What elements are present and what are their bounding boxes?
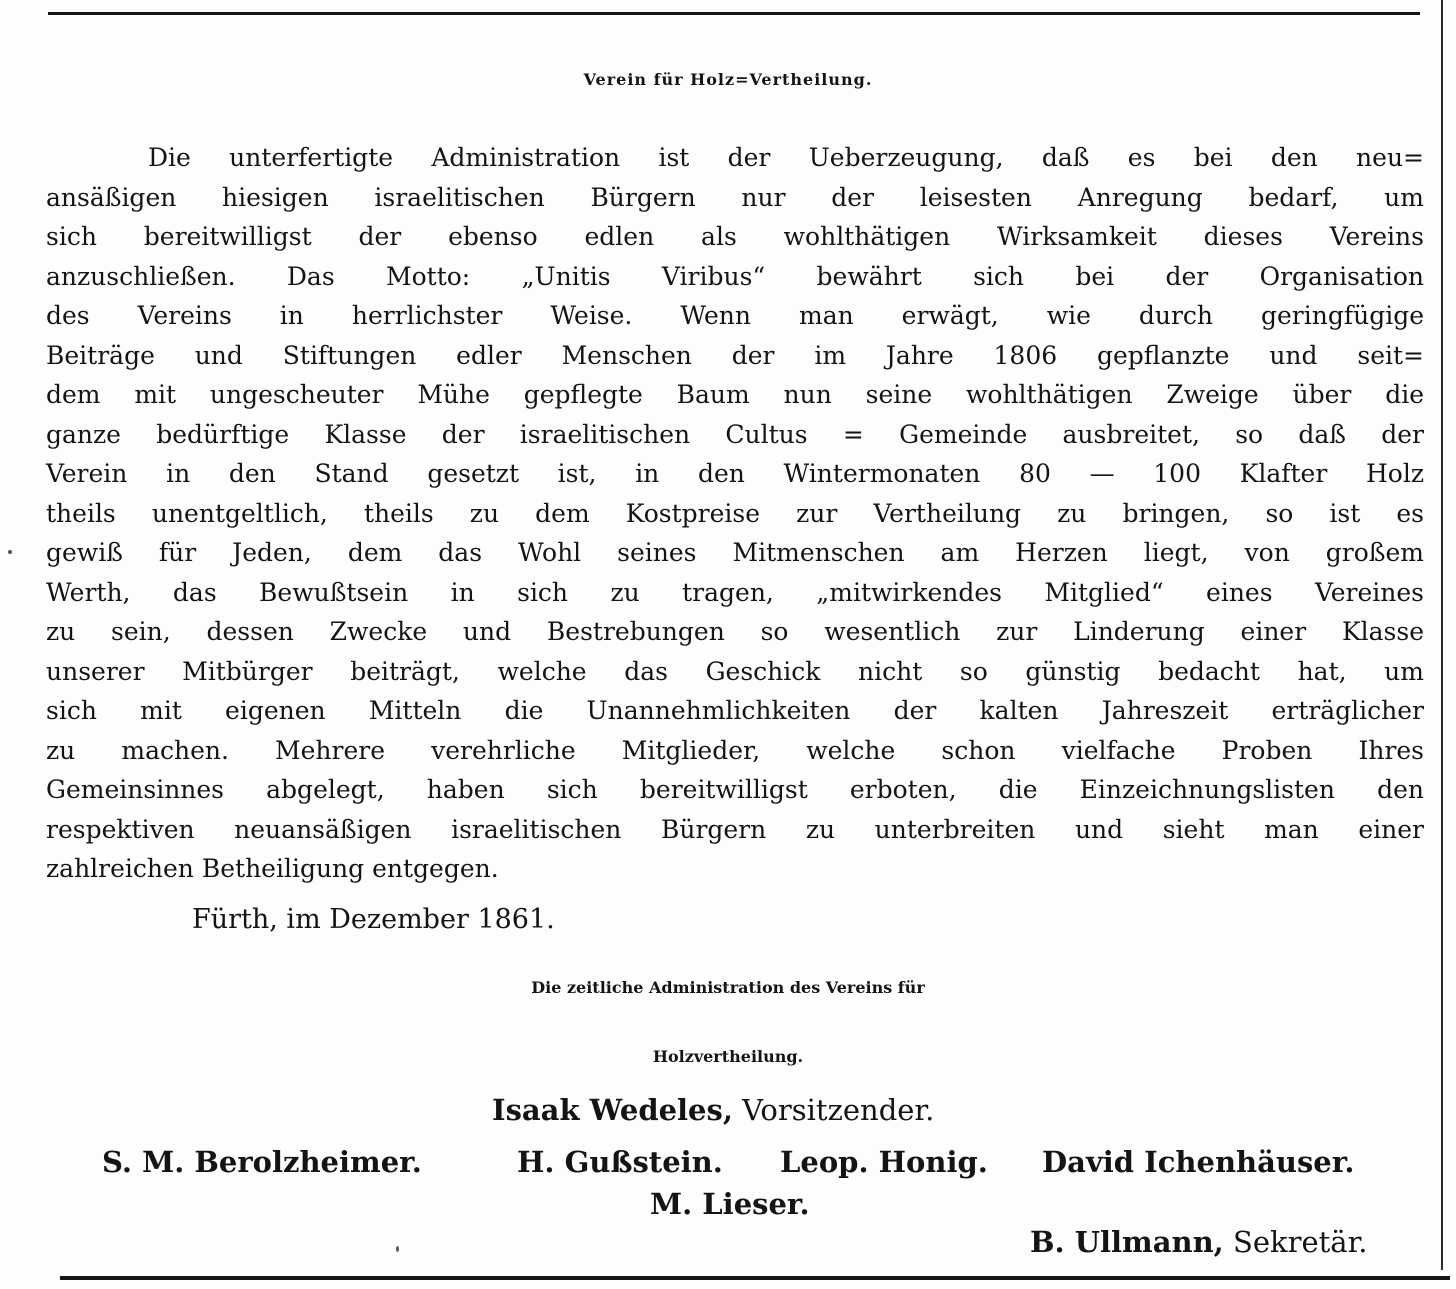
body-line: zu machen. Mehrere verehrliche Mitglieder, welche schon vielfache Proben Ihres	[46, 735, 1424, 765]
member-entry	[650, 1182, 810, 1226]
body-paragraph	[46, 138, 1424, 889]
body-line: Beiträge und Stiftungen edler Menschen der im Jahre 1806 gepflanzte und seit=	[46, 340, 1424, 370]
body-line: sich mit eigenen Mitteln die Unannehmlichkeiten der kalten Jahreszeit erträglicher	[46, 696, 1424, 725]
body-line: Verein in den Stand gesetzt ist, in den Wintermonaten 80 — 100 Klafter Holz	[46, 459, 1424, 488]
body-line: Gemeinsinnes abgelegt, haben sich bereitwilligst erboten, die Einzeichnungslisten den	[46, 775, 1424, 804]
body-line: Werth, das Bewußtsein in sich zu tragen, „mitwirkendes Mitglied“ eines Vereines	[46, 577, 1424, 607]
body-line: ansäßigen hiesigen israelitischen Bürgern nur der leisesten Anregung bedarf, um	[46, 182, 1424, 212]
body-line: theils unentgeltlich, theils zu dem Kostpreise zur Vertheilung zu bringen, so ist es	[46, 498, 1424, 528]
member-name: Leop. Honig.	[780, 1145, 988, 1179]
body-line: gewiß für Jeden, dem das Wohl seines Mitmenschen am Herzen liegt, von großem	[46, 538, 1424, 567]
body-line: anzuschließen. Das Motto: „Unitis Viribus“ bewährt sich bei der Organisation	[46, 261, 1424, 291]
body-line: Die unterfertigte Administration ist der Ueberzeugung, daß es bei den neu=	[148, 143, 1424, 172]
member-entry	[517, 1140, 723, 1184]
body-line: zu sein, dessen Zwecke und Bestrebungen so wesentlich zur Linderung einer Klasse	[46, 617, 1424, 646]
place-and-date: Fürth, im Dezember 1861.	[192, 904, 555, 935]
member-entry	[1042, 1140, 1354, 1184]
body-line: zahlreichen Betheiligung entgegen.	[46, 854, 499, 883]
body-line: respektiven neuansäßigen israelitischen Bürgern zu unterbreiten und sieht man einer	[46, 814, 1424, 844]
secretary-name: B. Ullmann,	[1030, 1225, 1224, 1259]
signature-heading-continued: Holzvertheilung.	[652, 1047, 804, 1066]
member-entry	[102, 1140, 422, 1184]
chairman-entry	[492, 1088, 934, 1132]
secretary-entry	[1030, 1220, 1367, 1264]
bottom-rule	[60, 1276, 1450, 1280]
chairman-role: Vorsitzender.	[742, 1093, 935, 1127]
member-name: M. Lieser.	[650, 1187, 810, 1221]
body-line: unserer Mitbürger beiträgt, welche das Geschick nicht so günstig bedacht hat, um	[46, 656, 1424, 686]
print-speck	[8, 550, 12, 554]
print-speck	[396, 1246, 399, 1252]
secretary-role: Sekretär.	[1233, 1225, 1368, 1259]
member-name: S. M. Berolzheimer.	[102, 1145, 422, 1179]
body-line: des Vereins in herrlichster Weise. Wenn man erwägt, wie durch geringfügige	[46, 301, 1424, 330]
signature-heading: Die zeitliche Administration des Vereins für	[531, 978, 925, 997]
top-rule	[48, 12, 1420, 15]
chairman-name: Isaak Wedeles,	[492, 1093, 733, 1127]
member-entry	[780, 1140, 988, 1184]
headline: Verein für Holz=Vertheilung.	[583, 70, 873, 89]
body-line: ganze bedürftige Klasse der israelitischen Cultus = Gemeinde ausbreitet, so daß der	[46, 419, 1424, 449]
body-line: dem mit ungescheuter Mühe gepflegte Baum nun seine wohlthätigen Zweige über die	[46, 380, 1424, 409]
member-name: David Ichenhäuser.	[1042, 1145, 1355, 1179]
body-line: sich bereitwilligst der ebenso edlen als wohlthätigen Wirksamkeit dieses Vereins	[46, 222, 1424, 251]
member-name: H. Gußstein.	[517, 1145, 723, 1179]
